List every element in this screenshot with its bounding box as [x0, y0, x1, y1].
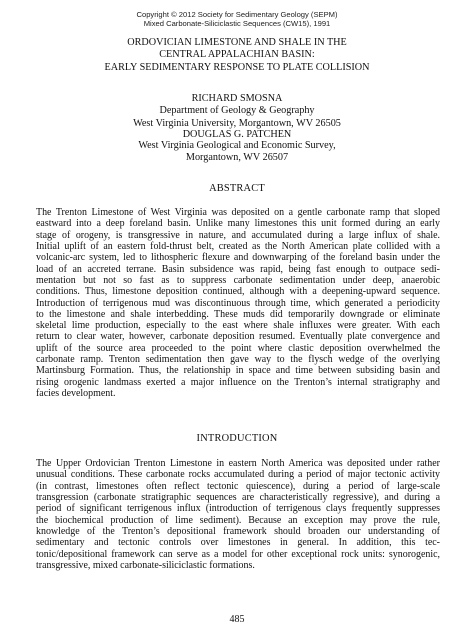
author-affiliation: West Virginia University, Morgantown, WV 26505	[133, 118, 341, 129]
abstract-line: The Trenton Limestone of West Virginia was deposited on a gentle carbonate ramp that sloped	[36, 207, 440, 218]
abstract-line: conditions. Thus, limestone deposition continued, although with a deepening-upward sequence.	[36, 286, 440, 298]
abstract-line: eastward into a deep foreland basin. Unlike many limestones this unit formed during an early	[36, 218, 440, 230]
introduction-line: transgressive, mixed carbonate-siliciclastic formations.	[36, 559, 255, 571]
page-number: 485	[229, 614, 245, 625]
abstract-line: facies development.	[36, 388, 116, 399]
abstract-line: mentation but not so fast as to suppress carbonate sedimentation under deep, anaerobic	[36, 274, 440, 286]
title-line-3: EARLY SEDIMENTARY RESPONSE TO PLATE COLLISION	[104, 62, 370, 73]
introduction-line: transgression (carbonate stratigraphic sequences are characteristically regressive), and during a	[36, 491, 440, 503]
abstract-line: Martinsburg Formation. Thus, the relationship in space and time between subsiding basin and	[36, 365, 440, 377]
introduction-heading: INTRODUCTION	[196, 433, 278, 444]
author-city: Morgantown, WV 26507	[185, 152, 289, 163]
introduction-line: The Upper Ordovician Trenton Limestone in eastern North America was deposited under rather	[36, 458, 440, 469]
introduction-line: (in contrast, limestones often reflect tectonic quiescence), during a period of large-scale	[36, 480, 440, 492]
abstract-heading: ABSTRACT	[209, 183, 265, 194]
abstract-line: Initial uplift of an eastern fold-thrust belt, created as the North American plate collided with a	[36, 240, 440, 252]
abstract-line: Introduction of terrigenous mud was discontinuous through time, which generated a periodicity	[36, 297, 440, 309]
introduction-line: knowledge of the Trenton’s depositional framework should broaden our understanding of	[36, 525, 440, 537]
abstract-line: rising orogenic landmass exerted a major influence on the Trenton’s internal stratigraphy and	[36, 376, 440, 388]
abstract-line: return to clear water, however, carbonate deposition resumed. Eventually plate convergence and	[36, 331, 440, 343]
abstract-body	[36, 207, 440, 399]
introduction-line: sedimentary and tectonic controls over limestones in general. In addition, this tec-	[36, 537, 440, 549]
introduction-body	[36, 458, 440, 571]
abstract-line: uplift of the source area proceeded to the point where clastic deposition overwhelmed the	[36, 342, 440, 354]
author-name: DOUGLAS G. PATCHEN	[182, 129, 292, 140]
abstract-line: stage of orogeny, is transgressive in nature, and accumulated during a large influx of shale.	[36, 229, 440, 241]
author-department: Department of Geology & Geography	[159, 105, 315, 116]
introduction-line: the biochemical production of lime sediment). Because an exception may prove the rule,	[36, 514, 440, 526]
abstract-line: to the limestone and shale interbedding. These muds did temporarily downgrade or eliminate	[36, 308, 440, 320]
abstract-line: volcanic-arc system, led to lithospheric flexure and downwarping of the foreland basin under the	[36, 252, 440, 264]
author-name: RICHARD SMOSNA	[191, 93, 283, 104]
title-line-2: CENTRAL APPALACHIAN BASIN:	[159, 49, 315, 60]
abstract-line: carbonate ramp. Trenton sedimentation then gave way to the flysch wedge of the overlying	[36, 354, 440, 366]
introduction-line: unusual conditions. These carbonate rocks accumulated during a period of major tectonic activity	[36, 469, 440, 481]
abstract-line: load of an accreted terrane. Basin subsidence was rapid, being fast enough to outpace sedi-	[36, 263, 440, 275]
series-line: Mixed Carbonate-Siliciclastic Sequences (CW15), 1991	[143, 19, 331, 28]
abstract-line: skeletal lime production, especially to the east where shale influxes were greater. With each	[36, 320, 440, 332]
copyright-line: Copyright © 2012 Society for Sedimentary Geology (SEPM)	[136, 10, 338, 19]
introduction-line: period of significant terrigenous influx (introduction of terrigenous clays frequently suppresses	[36, 503, 440, 515]
author-affiliation: West Virginia Geological and Economic Survey,	[138, 140, 336, 151]
introduction-line: tonic/depositional framework can serve as a model for other exceptional rock units: synorogenic,	[36, 548, 440, 560]
title-line-1: ORDOVICIAN LIMESTONE AND SHALE IN THE	[127, 37, 347, 48]
